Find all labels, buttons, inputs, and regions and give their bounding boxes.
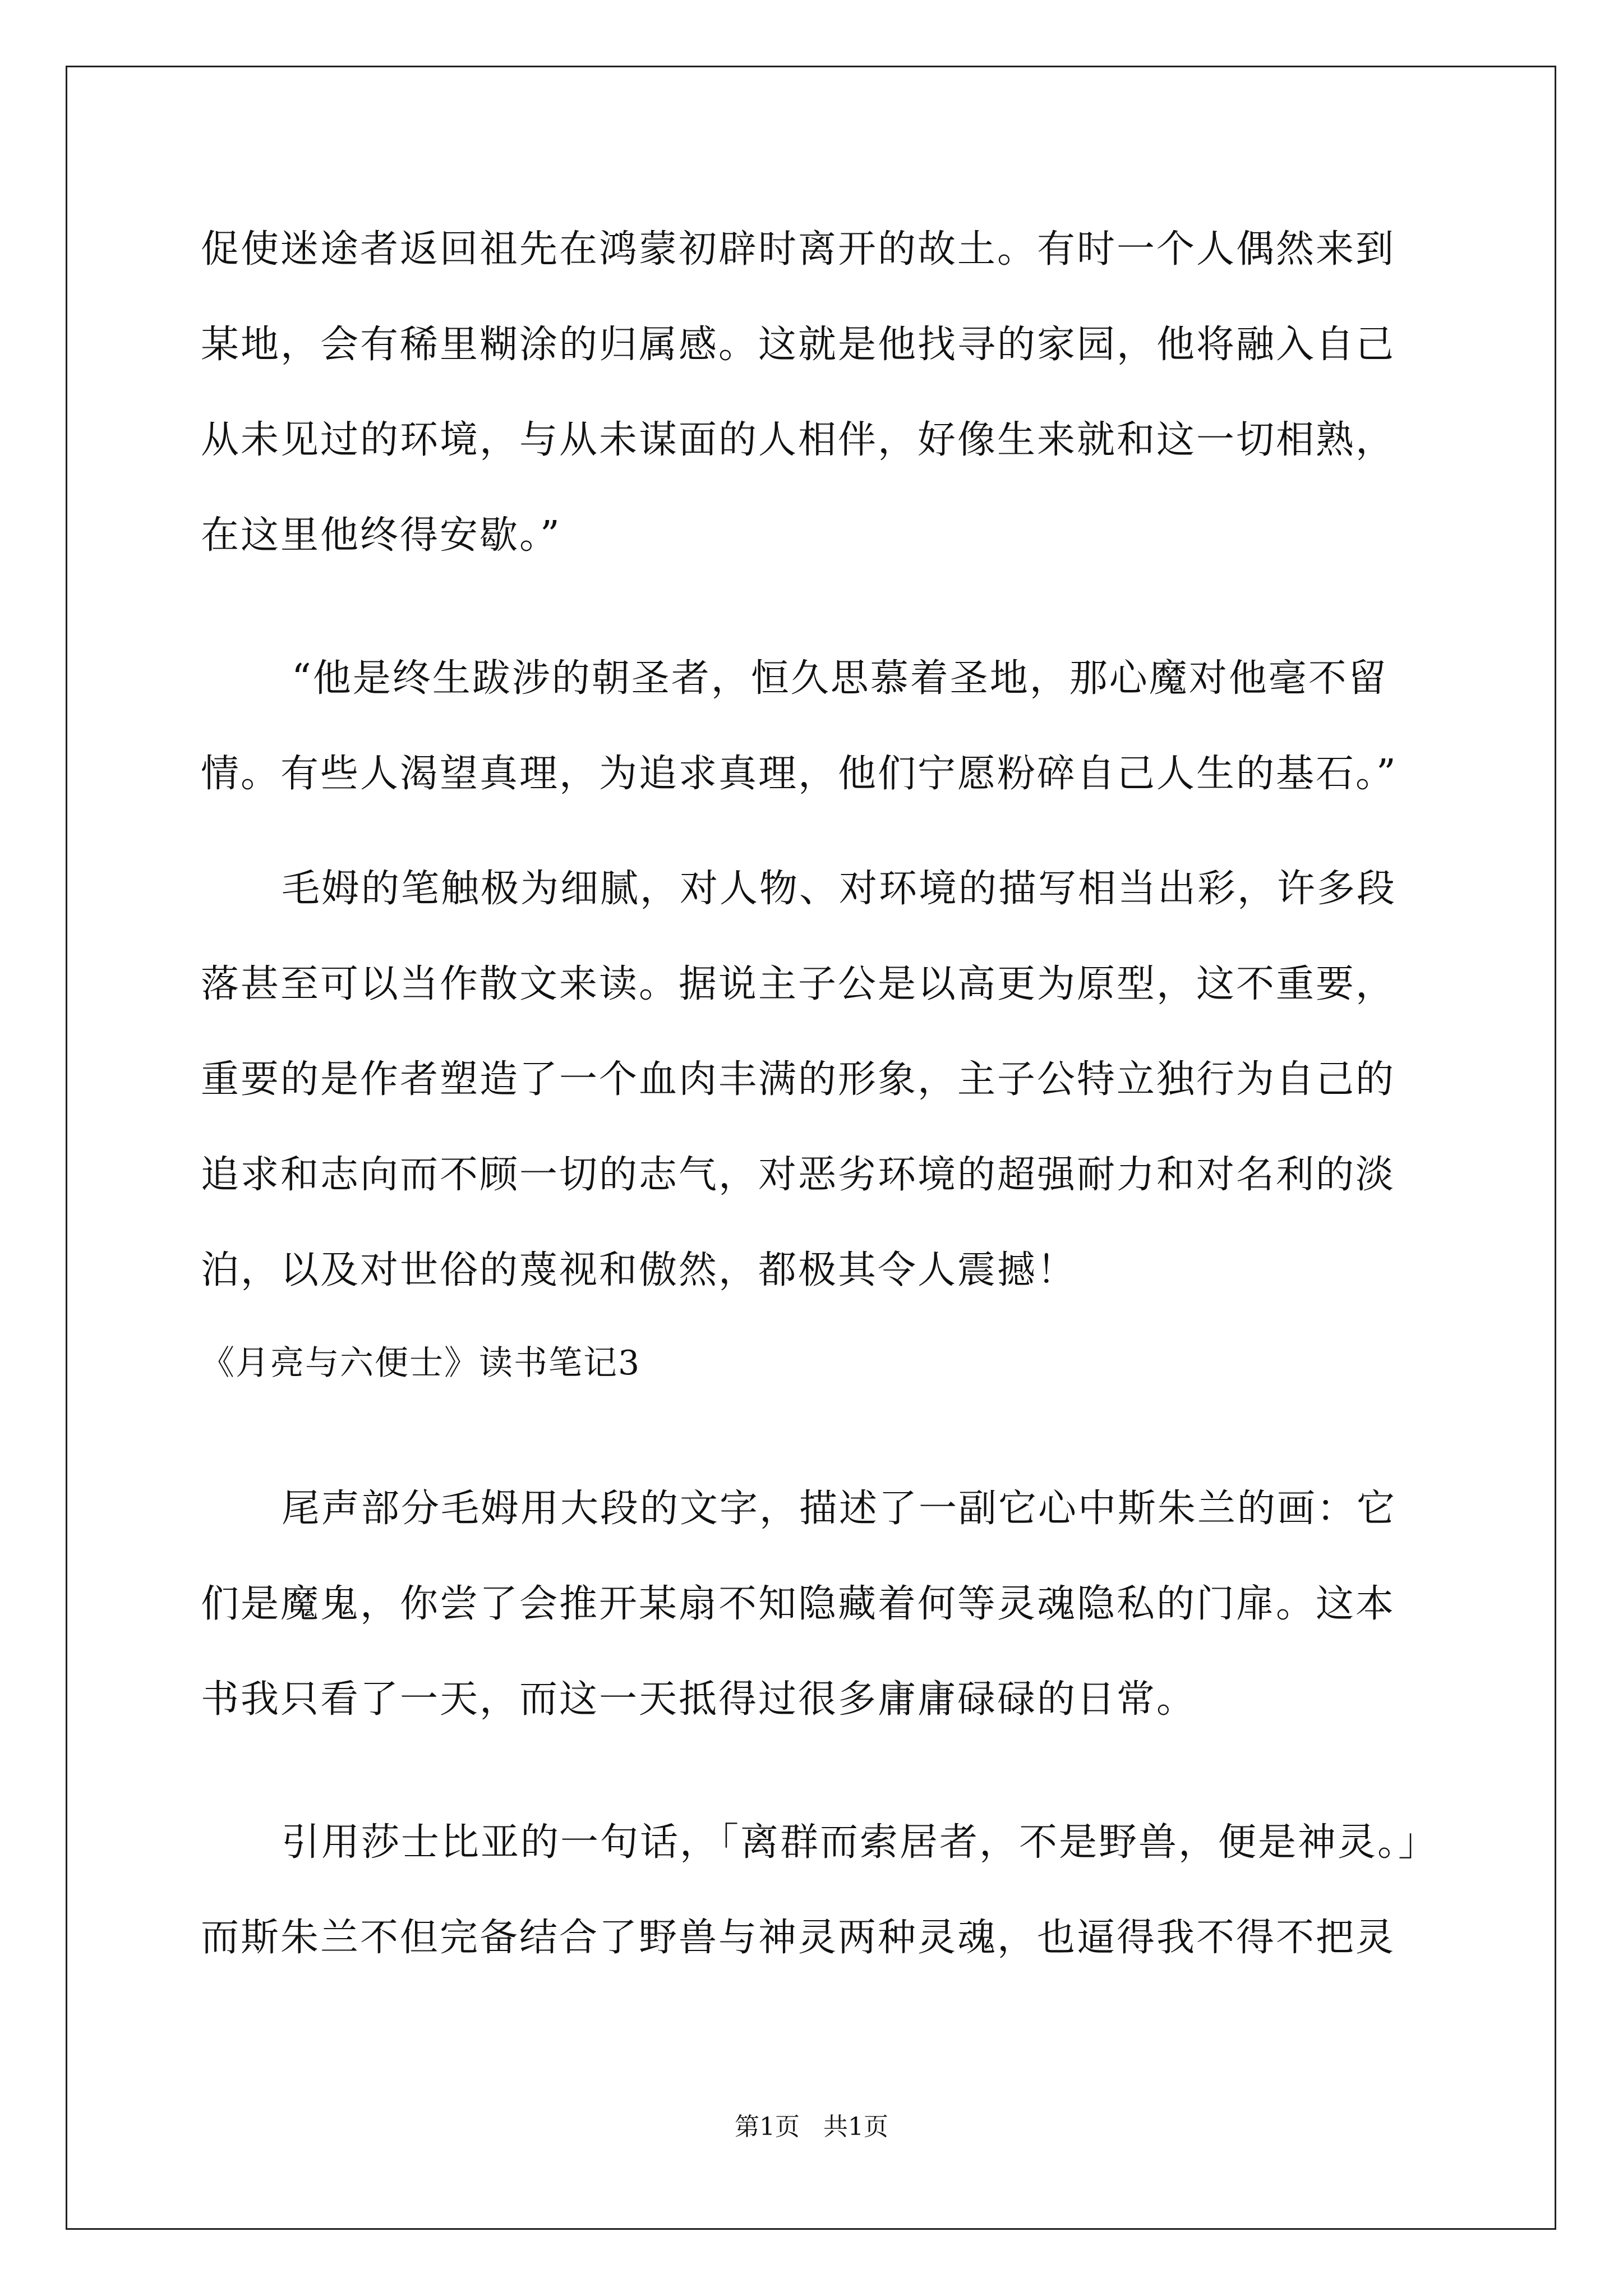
text-line: 追求和志向而不顾一切的志气，对恶劣环境的超强耐力和对名利的淡 <box>201 1153 1396 1197</box>
page-number: 第1页 <box>735 2113 800 2141</box>
text-line: 重要的是作者塑造了一个血肉丰满的形象，主子公特立独行为自己的 <box>201 1057 1396 1102</box>
text-line: 书我只看了一天，而这一天抵得过很多庸庸碌碌的日常。 <box>201 1677 1197 1722</box>
text-line: 而斯朱兰不但完备结合了野兽与神灵两种灵魂，也逼得我不得不把灵 <box>201 1916 1396 1960</box>
page-total: 共1页 <box>823 2113 888 2141</box>
text-line: “他是终生跋涉的朝圣者，恒久思慕着圣地，那心魔对他毫不留 <box>292 656 1388 701</box>
text-line: 泊，以及对世俗的蔑视和傲然，都极其令人震撼！ <box>201 1248 1077 1292</box>
text-line: 毛姆的笔触极为细腻，对人物、对环境的描写相当出彩，许多段 <box>282 867 1397 911</box>
section-heading: 《月亮与六便士》读书笔记3 <box>201 1343 641 1383</box>
text-line: 引用莎士比亚的一句话，「离群而索居者，不是野兽，便是神灵。」 <box>282 1820 1438 1865</box>
text-line: 们是魔鬼，你尝了会推开某扇不知隐藏着何等灵魂隐私的门扉。这本 <box>201 1582 1396 1626</box>
page-footer <box>0 2110 1623 2144</box>
text-line: 促使迷途者返回祖先在鸿蒙初辟时离开的故土。有时一个人偶然来到 <box>201 227 1396 272</box>
text-line: 尾声部分毛姆用大段的文字，描述了一副它心中斯朱兰的画：它 <box>282 1487 1397 1531</box>
text-line: 落甚至可以当作散文来读。据说主子公是以高更为原型，这不重要， <box>201 962 1396 1006</box>
text-line: 从未见过的环境，与从未谋面的人相伴，好像生来就和这一切相熟， <box>201 418 1396 462</box>
text-line: 情。有些人渴望真理，为追求真理，他们宁愿粉碎自己人生的基石。” <box>201 752 1398 796</box>
text-line: 某地，会有稀里糊涂的归属感。这就是他找寻的家园，他将融入自己 <box>201 323 1396 367</box>
text-line: 在这里他终得安歇。” <box>201 513 561 558</box>
